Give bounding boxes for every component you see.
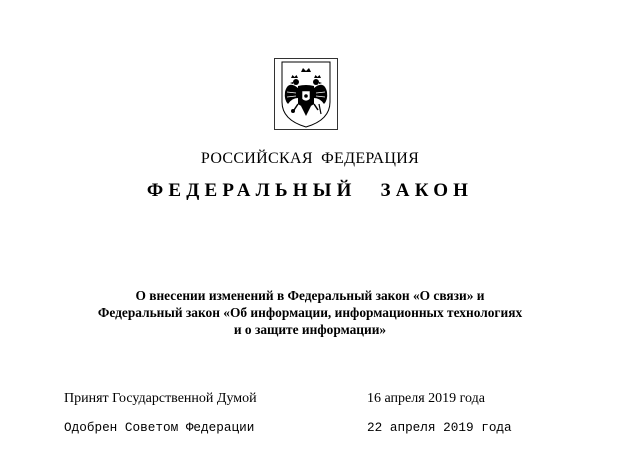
coat-of-arms-icon [274, 58, 338, 130]
adoption-label: Одобрен Советом Федерации [64, 420, 255, 435]
law-title [40, 287, 580, 338]
country-name: РОССИЙСКАЯ ФЕДЕРАЦИЯ [200, 150, 420, 167]
law-title-line: Федеральный закон «Об информации, информационных технологиях [97, 305, 523, 320]
adoption-date: 22 апреля 2019 года [367, 420, 512, 435]
adoption-date: 16 апреля 2019 года [367, 391, 485, 406]
adoption-label: Принят Государственной Думой [64, 391, 257, 406]
law-type-heading: ФЕДЕРАЛЬНЫЙ ЗАКОН [146, 180, 474, 201]
law-title-line: О внесении изменений в Федеральный закон «О связи» и [135, 288, 485, 303]
law-title-line: и о защите информации» [233, 322, 387, 337]
